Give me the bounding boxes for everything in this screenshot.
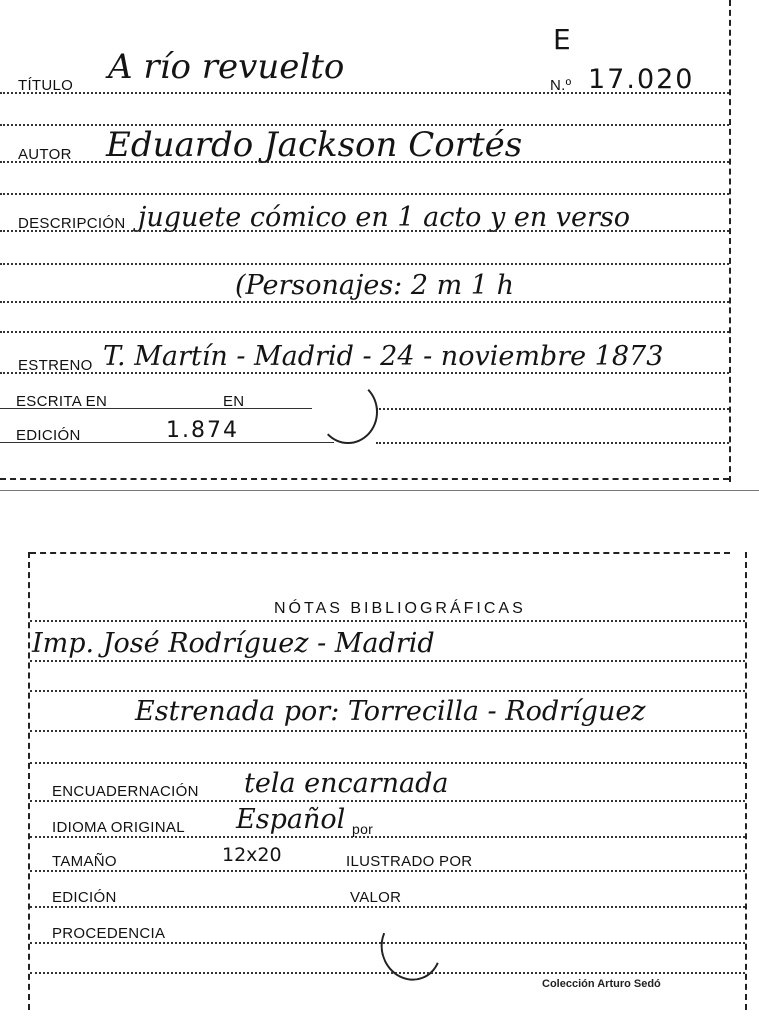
titulo-value: A río revuelto (108, 47, 345, 87)
titulo-label: TÍTULO (18, 77, 74, 94)
rule-note-1 (30, 660, 745, 662)
descripcion-label: DESCRIPCIÓN (18, 215, 126, 232)
encuadernacion-label: ENCUADERNACIÓN (52, 783, 199, 800)
rule-titulo (0, 92, 729, 94)
letter-mark: E (553, 23, 571, 56)
numero-label: N.º (550, 77, 572, 94)
rule-idioma (30, 836, 745, 838)
personajes-value: (Personajes: 2 m 1 h (235, 270, 514, 301)
idioma-label: IDIOMA ORIGINAL (52, 819, 185, 836)
encuadernacion-value: tela encarnada (244, 768, 449, 799)
note-line-1: Imp. José Rodríguez - Madrid (32, 628, 435, 659)
rule-note-2 (30, 730, 745, 732)
punch-hole-mark (318, 380, 378, 444)
card-edge-right (729, 0, 731, 482)
card-edge-bottom (0, 478, 729, 480)
catalog-card-front (0, 0, 759, 492)
autor-label: AUTOR (18, 146, 72, 163)
note-line-2: Estrenada por: Torrecilla - Rodríguez (135, 696, 646, 727)
ilustrado-label: ILUSTRADO POR (346, 853, 473, 870)
rule-encuadernacion (30, 800, 745, 802)
rule-4 (0, 193, 729, 195)
rule-edicion-right (376, 442, 729, 444)
rule-6 (0, 263, 729, 265)
numero-value: 17.020 (588, 64, 695, 95)
rule-escrita-left (0, 408, 312, 409)
rule-edicion-left (0, 442, 334, 443)
valor-label: VALOR (350, 889, 402, 906)
catalog-card-back (0, 540, 759, 1028)
collection-credit: Colección Arturo Sedó (542, 978, 661, 990)
rule-8 (0, 331, 729, 333)
rule-tamano (30, 870, 745, 872)
rule-personajes (0, 301, 729, 303)
estreno-value: T. Martín - Madrid - 24 - noviembre 1873 (103, 341, 664, 372)
rule-note-gap (30, 690, 745, 692)
rule-descripcion (0, 230, 729, 232)
back-edicion-label: EDICIÓN (52, 889, 117, 906)
rule-autor (0, 161, 729, 163)
tamano-value: 12x20 (222, 844, 282, 866)
rule-estreno (0, 372, 729, 374)
escrita-en-label: ESCRITA EN (16, 393, 108, 410)
card-edge-right (745, 552, 747, 1010)
por-label: por (352, 821, 374, 837)
idioma-value: Español (236, 804, 346, 835)
notas-heading: NÓTAS BIBLIOGRÁFICAS (274, 600, 526, 617)
en-label: EN (223, 393, 245, 410)
rule-blank (30, 762, 745, 764)
card-edge-top (30, 552, 730, 554)
rule-edicion-back (30, 906, 745, 908)
procedencia-label: PROCEDENCIA (52, 925, 166, 942)
punch-hole-mark (372, 907, 451, 990)
autor-value: Eduardo Jackson Cortés (106, 125, 523, 165)
edicion-label: EDICIÓN (16, 427, 81, 444)
rule-heading (30, 620, 745, 622)
tamano-label: TAMAÑO (52, 853, 117, 870)
edicion-value: 1.874 (166, 418, 239, 443)
estreno-label: ESTRENO (18, 357, 93, 374)
rule-bottom (30, 972, 745, 974)
rule-escrita-right (376, 408, 729, 410)
descripcion-value: juguete cómico en 1 acto y en verso (138, 202, 631, 233)
scan-separator-line (0, 490, 759, 491)
